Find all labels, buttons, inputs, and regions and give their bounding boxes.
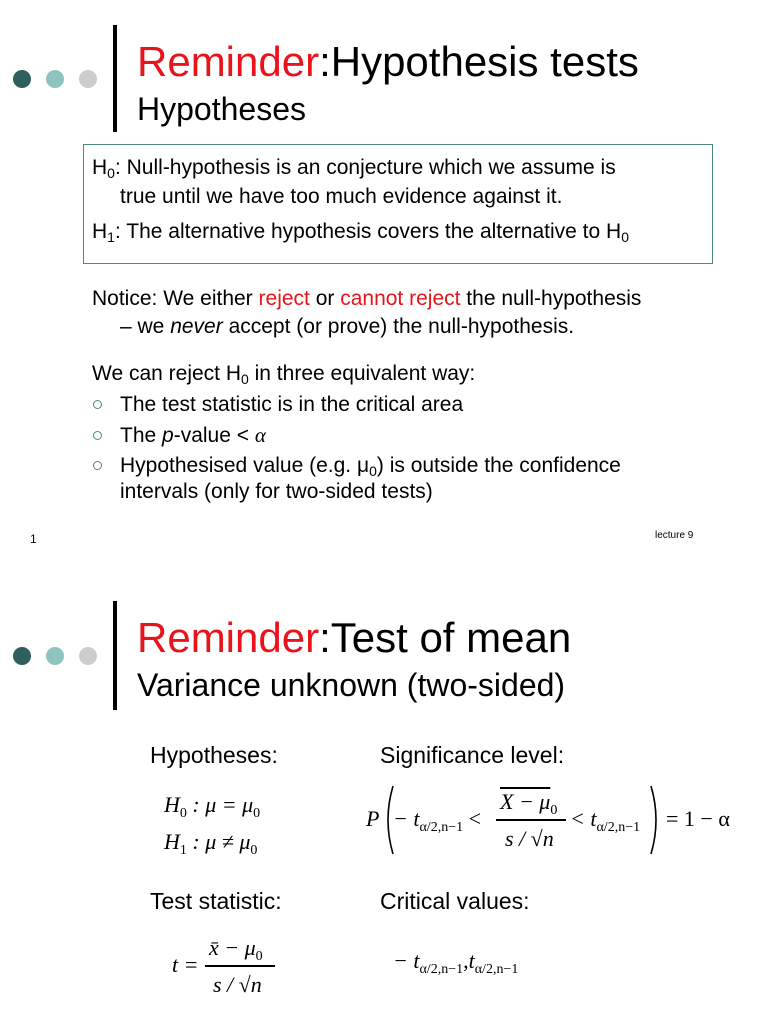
decor-dot-teal	[46, 647, 64, 665]
reject-intro-b: in three equivalent way:	[248, 362, 476, 385]
page-number: 1	[30, 532, 37, 546]
h1-formula	[164, 829, 258, 858]
notice-text-b: or	[309, 287, 341, 310]
sig-right-bound	[570, 806, 641, 835]
notice-text-c: the null-hypothesis	[460, 287, 642, 310]
h1-text: : The alternative hypothesis covers the alternative to H	[114, 220, 622, 243]
sig-left-t: − t	[393, 806, 420, 831]
t-lhs: t =	[172, 952, 199, 977]
title-highlight: Reminder	[137, 38, 320, 85]
notice-line2-b: accept (or prove) the null-hypothesis.	[222, 315, 575, 338]
h0-subscript: 0	[107, 165, 115, 181]
h1-label: H	[92, 220, 108, 243]
h0-sub: 0	[179, 806, 187, 821]
p-value-text-b: -value <	[173, 424, 255, 447]
h1-definition	[92, 220, 629, 245]
slide-title	[137, 614, 572, 661]
h0-symbol: H	[164, 792, 180, 817]
footer-lecture: lecture 9	[655, 530, 694, 541]
notice-never: never	[170, 315, 223, 338]
bullet-confidence-interval	[120, 454, 621, 479]
title-text: :Test of mean	[319, 614, 572, 661]
h0-rhs-sub: 0	[253, 806, 261, 821]
bullet-marker	[93, 431, 102, 440]
ci-sub: 0	[369, 463, 377, 479]
sig-equals: = 1 − α	[666, 806, 730, 831]
reject-intro-a: We can reject H	[92, 362, 241, 385]
crit-left-sub: α/2,n−1	[419, 962, 464, 977]
notice-cannot-reject: cannot reject	[340, 287, 461, 310]
sig-left-sub: α/2,n−1	[419, 820, 464, 835]
title-highlight: Reminder	[137, 614, 320, 661]
h0-text: : Null-hypothesis is an conjecture which we assume is	[114, 156, 616, 179]
right-paren	[649, 784, 663, 856]
h0-definition-line1	[92, 156, 616, 181]
sig-fraction-bar	[496, 819, 566, 821]
bullet-p-value	[120, 425, 266, 446]
bullet-critical-area: The test statistic is in the critical area	[120, 393, 464, 416]
h1-symbol: H	[164, 829, 180, 854]
sig-denominator: s / √n	[505, 826, 554, 851]
h1-sub: 1	[179, 843, 187, 858]
notice-text-a: Notice: We either	[92, 287, 259, 310]
p-value-p: p	[162, 424, 174, 447]
crit-comma: ,	[463, 948, 469, 973]
sig-num-sub: 0	[550, 803, 558, 818]
crit-left-t: − t	[393, 948, 420, 973]
notice-reject: reject	[258, 287, 310, 310]
notice-line2	[120, 316, 574, 337]
bullet-marker	[93, 400, 102, 409]
slide-subtitle: Variance unknown (two-sided)	[137, 667, 566, 703]
slide-title	[137, 38, 639, 85]
h1-rhs-sub: 0	[250, 843, 258, 858]
test-statistic-label: Test statistic:	[150, 888, 282, 914]
sig-numerator	[500, 789, 558, 818]
h0-label: H	[92, 156, 108, 179]
h0-formula	[164, 792, 261, 821]
h1-subscript: 1	[107, 229, 115, 245]
decor-dot-grey	[79, 70, 97, 88]
decor-dot-teal	[46, 70, 64, 88]
critical-values-label: Critical values:	[380, 888, 530, 914]
title-divider	[113, 601, 117, 710]
p-value-text-a: The	[120, 424, 163, 447]
title-text: :Hypothesis tests	[319, 38, 639, 85]
sig-left-bound	[393, 806, 482, 835]
notice-line1	[92, 288, 641, 309]
decor-dot-dark	[13, 647, 31, 665]
critical-values-formula	[393, 948, 519, 977]
h0-rhs: : μ = μ	[186, 792, 254, 817]
reject-intro-sub: 0	[241, 371, 249, 387]
bullet-marker	[93, 461, 102, 470]
sig-P: P	[366, 806, 380, 831]
bullet-confidence-interval-line2: intervals (only for two-sided tests)	[120, 480, 433, 503]
t-denominator: s / √n	[213, 972, 262, 997]
t-numerator	[209, 935, 263, 964]
reject-intro	[92, 362, 476, 387]
ci-text-b: ) is outside the confidence	[376, 454, 621, 477]
decor-dot-dark	[13, 70, 31, 88]
sig-num-text: X − μ	[500, 789, 551, 814]
h0-definition-line2: true until we have too much evidence against it.	[120, 185, 563, 208]
crit-right-t: t	[468, 948, 475, 973]
decor-dot-grey	[79, 647, 97, 665]
slide-subtitle: Hypotheses	[137, 91, 306, 127]
sig-right-t: < t	[570, 806, 597, 831]
notice-line2-a: – we	[120, 315, 171, 338]
t-num-text: x̄ − μ	[209, 935, 256, 960]
h1-rhs: : μ ≠ μ	[186, 829, 251, 854]
significance-label: Significance level:	[380, 742, 565, 768]
ci-text-a: Hypothesised value (e.g. μ	[120, 454, 370, 477]
sig-right-sub: α/2,n−1	[596, 820, 641, 835]
title-divider	[113, 25, 117, 132]
hypotheses-label: Hypotheses:	[150, 742, 278, 768]
sig-less-than: <	[468, 806, 482, 831]
h1-end-subscript: 0	[621, 229, 629, 245]
t-fraction-bar	[205, 965, 275, 967]
alpha-symbol: α	[254, 423, 266, 447]
crit-right-sub: α/2,n−1	[474, 962, 519, 977]
t-num-sub: 0	[255, 949, 263, 964]
